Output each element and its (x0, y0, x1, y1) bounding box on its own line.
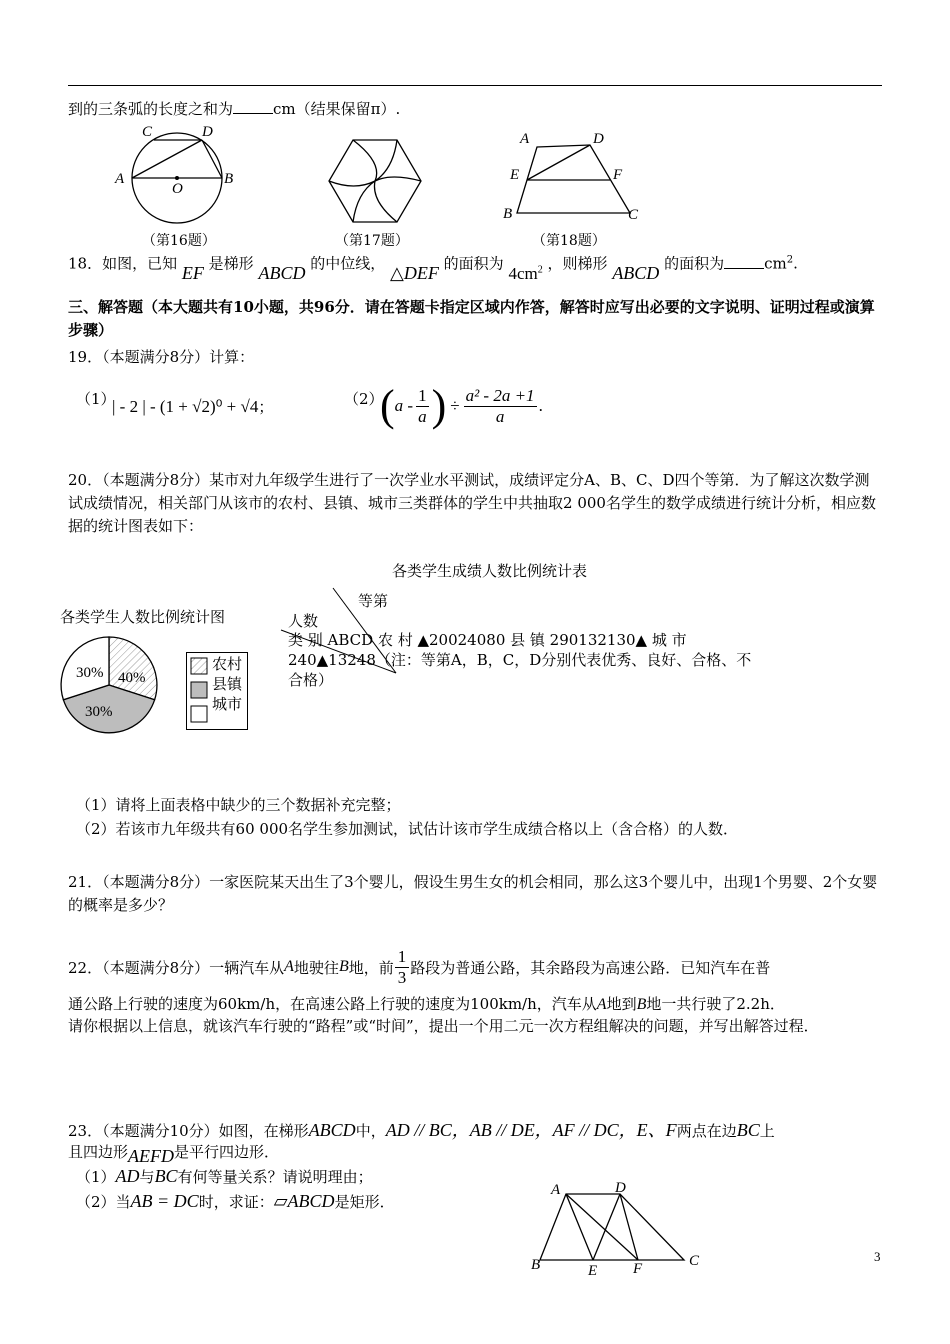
fig23-label-f: F (633, 1261, 643, 1277)
q23-sub2: （2）当AB = DC时，求证：▱ABCD是矩形． (76, 1191, 395, 1211)
fig16-center (175, 176, 179, 180)
legend-county: 县镇 (212, 675, 243, 693)
pie-label-30a: 30% (76, 665, 104, 681)
table-header-grade: 等第 (358, 592, 389, 610)
legend-swatch-rural (191, 658, 207, 674)
header-rule (68, 85, 882, 86)
fig23-label-a: A (551, 1182, 561, 1198)
table-line-1: 类 别 ABCD 农 村 ▲20024080 县 镇 290132130▲ 城 市 (288, 631, 687, 649)
legend-city: 城市 (212, 695, 243, 713)
pie-chart (55, 630, 165, 742)
q23-line1: 23．（本题满分10分）如图，在梯形ABCD中，AD // BC，AB // DE，AF // DC，E、F两点在边BC上 (68, 1120, 775, 1140)
fig16-chord-db (202, 140, 222, 178)
fig23-label-b: B (531, 1257, 541, 1273)
fig18-label-f: F (613, 167, 623, 183)
fig18-label-b: B (503, 206, 513, 222)
fig23-segment-af (566, 1194, 638, 1260)
q22-line2: 通公路上行驶的速度为60km/h，在高速公路上行驶的速度为100km/h，汽车从A地到B地一共行驶了2.2h． (68, 995, 785, 1013)
legend-swatches (190, 656, 210, 726)
fig17-arc6 (375, 140, 397, 181)
fig16-label-a: A (115, 171, 125, 187)
fig23-label-d: D (615, 1180, 626, 1196)
fig17-caption: （第17题） (335, 233, 409, 249)
fig23-trapezoid (540, 1194, 684, 1260)
section-3-heading: 三、解答题（本大题共有10小题，共96分．请在答题卡指定区域内作答，解答时应写出必要的文字说明、证明过程或演算步骤） (68, 298, 875, 339)
fig18-label-d: D (593, 131, 604, 147)
q19-expr1: | - 2 | - (1 + √2)⁰ + √4； (112, 397, 274, 416)
table-flattened (288, 630, 751, 690)
fig23-segment-de (593, 1194, 620, 1260)
legend-swatch-city (191, 706, 207, 722)
q22-line3: 请你根据以上信息，就该汽车行驶的“路程”或“时间”，提出一个用二元一次方程组解决的问题，并写出解答过程． (68, 1017, 819, 1035)
figure-18 (500, 125, 650, 225)
table-title: 各类学生成绩人数比例统计表 (392, 562, 588, 580)
table-header-people: 人数 (288, 612, 319, 630)
page-number: 3 (874, 1249, 881, 1264)
fig17-arc4 (329, 181, 375, 186)
pie-label-30b: 30% (85, 704, 113, 720)
legend-swatch-county (191, 682, 207, 698)
fig23-segment-ae (566, 1194, 593, 1260)
fig16-chord-ad (132, 140, 202, 178)
fig17-arc2 (375, 177, 421, 181)
fig18-label-e: E (510, 167, 520, 183)
fig23-label-c: C (689, 1253, 700, 1269)
q21-text: 21．（本题满分8分）一家医院某天出生了3个婴儿，假设生男生女的机会相同，那么这3个婴儿中，出现1个男婴、2个女婴的概率是多少？ (68, 873, 878, 914)
table-line-2: 240▲13248（注：等第A，B，C，D分别代表优秀、良好、合格、不 (288, 651, 752, 669)
fig18-label-a: A (520, 131, 530, 147)
fig16-label-b: B (224, 171, 234, 187)
fig17-arc1 (353, 140, 377, 181)
fig16-caption: （第16题） (142, 233, 216, 249)
q23-line2: 且四边形AEFD是平行四边形． (68, 1143, 280, 1166)
q19-part2-label: （2） (344, 390, 384, 408)
q19-head: 19．（本题满分8分）计算： (68, 348, 255, 366)
fig16-label-c: C (142, 124, 153, 140)
q20-text: 20．（本题满分8分）某市对九年级学生进行了一次学业水平测试，成绩评定分A、B、C、D四个等第．为了解这次数学测试成绩情况，相关部门从该市的农村、县镇、城市三类群体的学生中共抽取2 000名学生的数学成绩进行统计分析，相应数据的统计图表如下： (68, 471, 876, 535)
answer-blank (233, 99, 273, 114)
fig18-caption: （第18题） (532, 233, 606, 249)
fig23-label-e: E (588, 1263, 598, 1279)
figure-23 (525, 1175, 710, 1280)
pie-label-40: 40% (118, 670, 146, 686)
q23-sub1: （1）AD与BC有何等量关系？请说明理由； (76, 1166, 373, 1186)
q18: 18．如图，已知 EF 是梯形 ABCD 的中位线， △DEF 的面积为 $4cm^2$ ，则梯形 ABCD 的面积为 $cm^2$. (68, 254, 798, 283)
legend-rural: 农村 (212, 655, 243, 673)
legend-labels (212, 654, 242, 714)
q20-sub1: （1）请将上面表格中缺少的三个数据补充完整； (76, 796, 401, 814)
figure-17 (325, 135, 425, 230)
q19-expr2: ( a - $\frac{1}{a}$ ) ÷ $\frac{\text{a² - 2a +1}}{a}$ . (380, 381, 543, 430)
fig18-label-c: C (628, 207, 639, 223)
q19-part1-label: （1） (76, 390, 116, 408)
fig17-arc5 (374, 181, 397, 222)
fig17-arc3 (353, 181, 375, 222)
q20-sub2: （2）若该市九年级共有60 000名学生参加测试，试估计该市学生成绩合格以上（含合格）的人数． (76, 820, 739, 838)
table-line-3: 合格） (288, 671, 334, 689)
fig16-label-o: O (172, 181, 183, 197)
answer-blank (724, 254, 764, 269)
fig16-label-d: D (202, 124, 213, 140)
q17-tail: 到的三条弧的长度之和为 cm（结果保留π）. (68, 100, 401, 118)
pie-title: 各类学生人数比例统计图 (60, 608, 226, 626)
q22-line1: 22．（本题满分8分）一辆汽车从 A 地驶往 B 地，前 $\frac{1}{3}$ 路段为普通公路，其余路段为高速公路．已知汽车在普 (68, 946, 771, 987)
